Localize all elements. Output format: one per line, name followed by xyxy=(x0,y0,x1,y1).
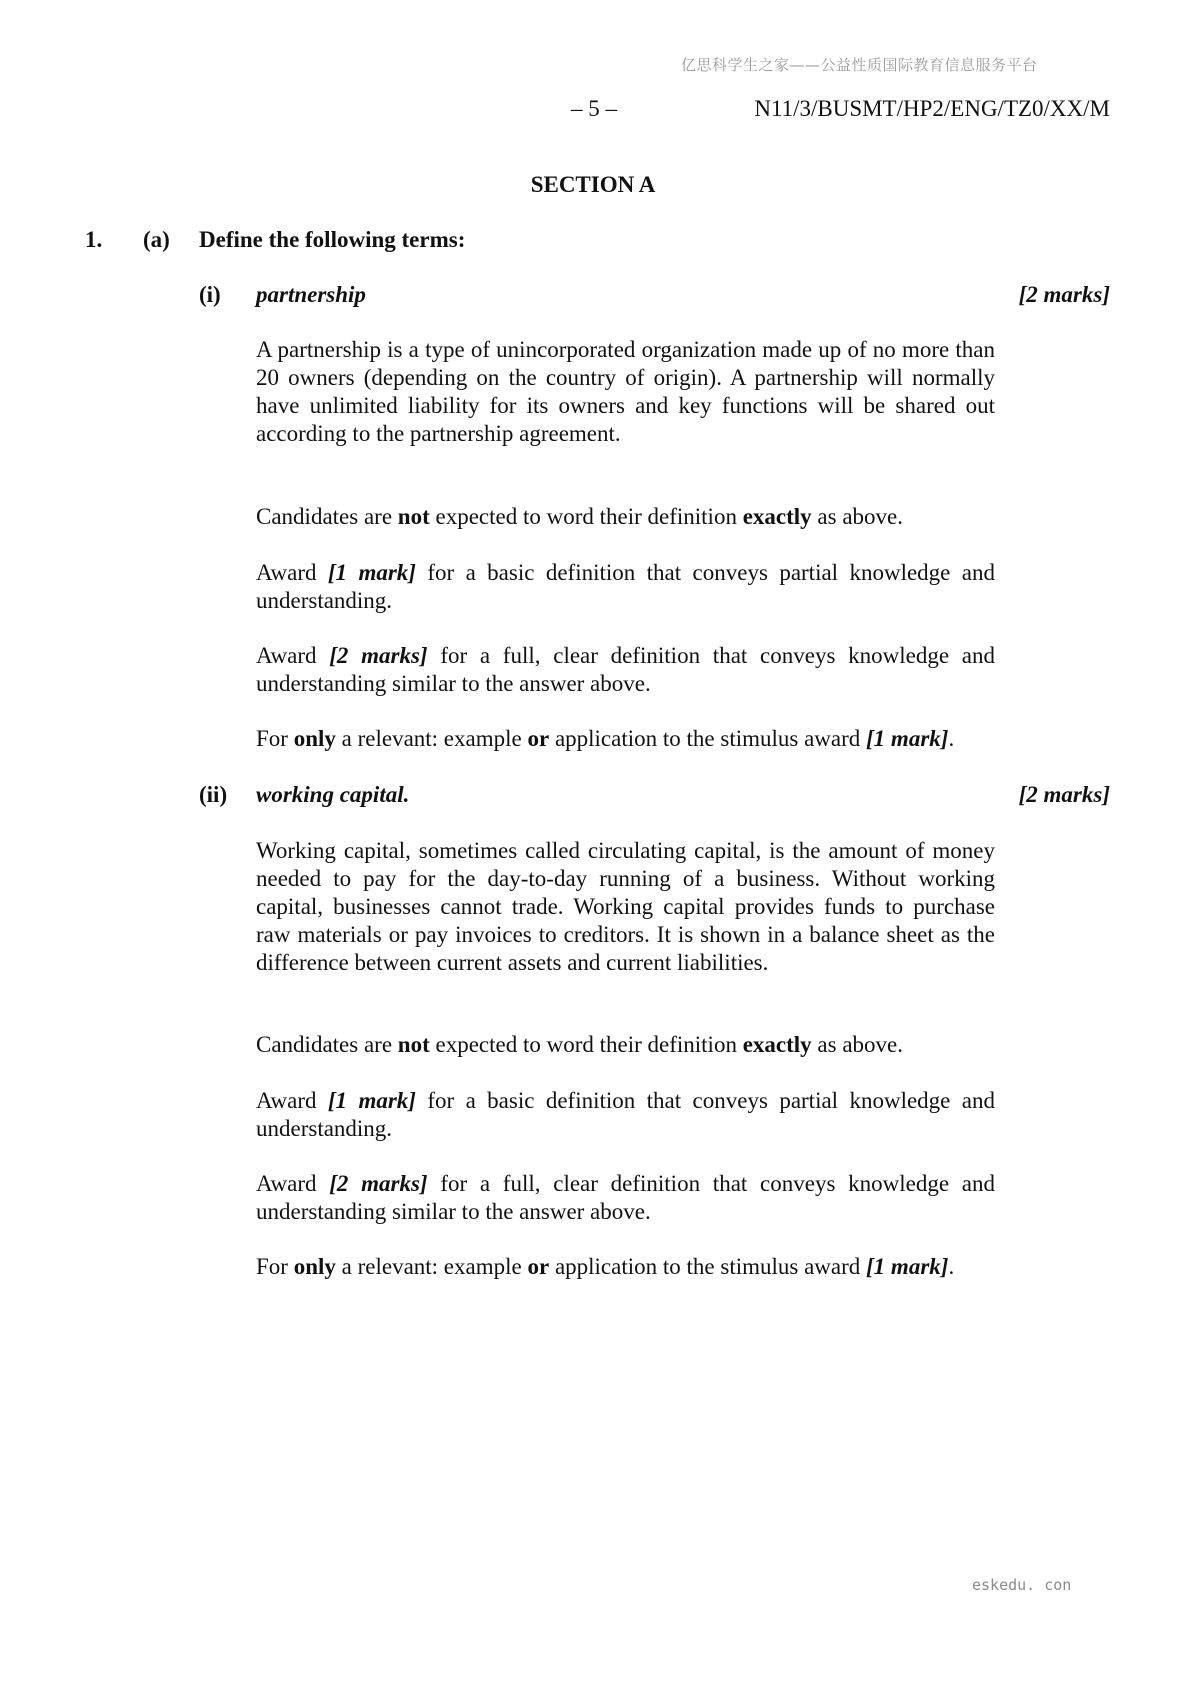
sub-item-term-i: partnership xyxy=(256,282,366,307)
watermark-text: 亿思科学生之家——公益性质国际教育信息服务平台 xyxy=(681,56,1038,74)
guidance-one-mark-ii: Award [1 mark] for a basic definition that conveys partial knowledge and understanding. xyxy=(256,1088,995,1141)
page-number: – 5 – xyxy=(571,96,617,121)
question-number: 1. xyxy=(85,227,103,252)
sub-item-label-i: (i) xyxy=(199,282,221,307)
marks-label-ii: [2 marks] xyxy=(1018,782,1110,807)
guidance-two-marks-i: Award [2 marks] for a full, clear definition that conveys knowledge and understanding similar to the answer above. xyxy=(256,643,995,696)
paper-code: N11/3/BUSMT/HP2/ENG/TZ0/XX/M xyxy=(754,96,1110,121)
guidance-one-mark-i: Award [1 mark] for a basic definition that conveys partial knowledge and understanding. xyxy=(256,560,995,613)
question-prompt: Define the following terms: xyxy=(199,227,466,252)
sub-item-label-ii: (ii) xyxy=(199,782,228,807)
question-part: (a) xyxy=(143,227,170,252)
section-title: SECTION A xyxy=(530,172,656,197)
marks-label-i: [2 marks] xyxy=(1018,282,1110,307)
answer-text-ii: Working capital, sometimes called circulating capital, is the amount of money needed to pay for the day-to-day running of a business. Without working capital, businesses cannot trade. Working capital provides funds to purchase raw materials or pay invoices to creditors. It is shown in a balance sheet as the difference between current assets and current liabilities. xyxy=(256,838,995,975)
footer-brand: eskedu. con xyxy=(972,1576,1072,1594)
guidance-wording-i: Candidates are not expected to word their definition exactly as above. xyxy=(256,504,903,529)
sub-item-term-ii: working capital. xyxy=(256,782,410,807)
guidance-example-i: For only a relevant: example or application to the stimulus award [1 mark]. xyxy=(256,726,955,751)
guidance-wording-ii: Candidates are not expected to word their definition exactly as above. xyxy=(256,1032,903,1057)
guidance-example-ii: For only a relevant: example or application to the stimulus award [1 mark]. xyxy=(256,1254,955,1279)
guidance-two-marks-ii: Award [2 marks] for a full, clear definition that conveys knowledge and understanding similar to the answer above. xyxy=(256,1171,995,1224)
answer-text-i: A partnership is a type of unincorporated organization made up of no more than 20 owners (depending on the country of origin). A partnership will normally have unlimited liability for its owners and key functions will be shared out according to the partnership agreement. xyxy=(256,337,995,446)
